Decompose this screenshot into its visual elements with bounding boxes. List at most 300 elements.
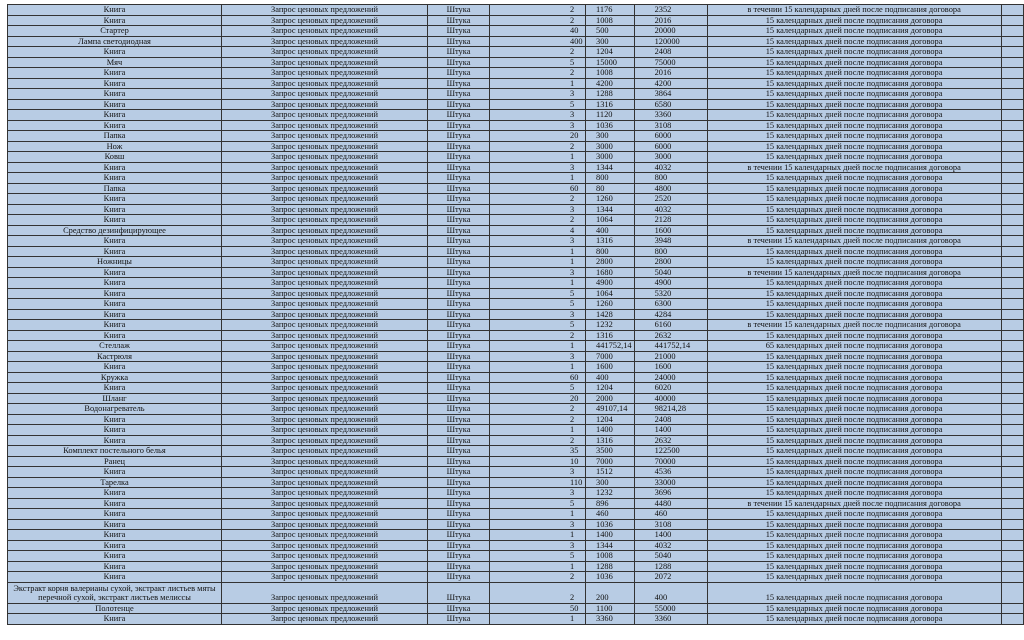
unit-cell[interactable]: Штука <box>428 498 490 509</box>
empty-cell[interactable] <box>1001 26 1023 37</box>
procedure-cell[interactable]: Запрос ценовых предложений <box>222 467 428 478</box>
unit-cell[interactable]: Штука <box>428 288 490 299</box>
unit-price-cell[interactable]: 1600 <box>586 362 635 373</box>
unit-price-cell[interactable]: 4200 <box>586 78 635 89</box>
procedure-cell[interactable]: Запрос ценовых предложений <box>222 383 428 394</box>
procedure-cell[interactable]: Запрос ценовых предложений <box>222 236 428 247</box>
procedure-cell[interactable]: Запрос ценовых предложений <box>222 498 428 509</box>
unit-price-cell[interactable]: 300 <box>586 131 635 142</box>
unit-price-cell[interactable]: 2800 <box>586 257 635 268</box>
delivery-term-cell[interactable]: 15 календарных дней после подписания договора <box>707 519 1001 530</box>
quantity-cell[interactable]: 1 <box>490 257 586 268</box>
unit-cell[interactable]: Штука <box>428 15 490 26</box>
empty-cell[interactable] <box>1001 183 1023 194</box>
quantity-cell[interactable]: 2 <box>490 582 586 603</box>
unit-price-cell[interactable]: 3500 <box>586 446 635 457</box>
delivery-term-cell[interactable]: 15 календарных дней после подписания договора <box>707 99 1001 110</box>
empty-cell[interactable] <box>1001 341 1023 352</box>
empty-cell[interactable] <box>1001 414 1023 425</box>
total-cell[interactable]: 55000 <box>634 603 707 614</box>
unit-cell[interactable]: Штука <box>428 446 490 457</box>
delivery-term-cell[interactable]: 15 календарных дней после подписания договора <box>707 68 1001 79</box>
quantity-cell[interactable]: 5 <box>490 498 586 509</box>
unit-cell[interactable]: Штука <box>428 456 490 467</box>
item-name-cell[interactable]: Лампа светодиодная <box>8 36 222 47</box>
item-name-cell[interactable]: Кружка <box>8 372 222 383</box>
delivery-term-cell[interactable]: 15 календарных дней после подписания договора <box>707 393 1001 404</box>
total-cell[interactable]: 2632 <box>634 330 707 341</box>
item-name-cell[interactable]: Книга <box>8 194 222 205</box>
unit-price-cell[interactable]: 1288 <box>586 561 635 572</box>
total-cell[interactable]: 1400 <box>634 425 707 436</box>
procedure-cell[interactable]: Запрос ценовых предложений <box>222 57 428 68</box>
unit-price-cell[interactable]: 1260 <box>586 194 635 205</box>
quantity-cell[interactable]: 3 <box>490 467 586 478</box>
quantity-cell[interactable]: 20 <box>490 131 586 142</box>
item-name-cell[interactable]: Комплект постельного белья <box>8 446 222 457</box>
procedure-cell[interactable]: Запрос ценовых предложений <box>222 288 428 299</box>
unit-price-cell[interactable]: 2000 <box>586 393 635 404</box>
unit-cell[interactable]: Штука <box>428 530 490 541</box>
quantity-cell[interactable]: 1 <box>490 509 586 520</box>
unit-cell[interactable]: Штука <box>428 225 490 236</box>
procedure-cell[interactable]: Запрос ценовых предложений <box>222 351 428 362</box>
total-cell[interactable]: 800 <box>634 246 707 257</box>
unit-cell[interactable]: Штука <box>428 603 490 614</box>
total-cell[interactable]: 4900 <box>634 278 707 289</box>
quantity-cell[interactable]: 3 <box>490 351 586 362</box>
unit-cell[interactable]: Штука <box>428 183 490 194</box>
delivery-term-cell[interactable]: 15 календарных дней после подписания договора <box>707 309 1001 320</box>
unit-cell[interactable]: Штука <box>428 120 490 131</box>
unit-cell[interactable]: Штука <box>428 582 490 603</box>
total-cell[interactable]: 2800 <box>634 257 707 268</box>
quantity-cell[interactable]: 2 <box>490 414 586 425</box>
total-cell[interactable]: 3360 <box>634 110 707 121</box>
procedure-cell[interactable]: Запрос ценовых предложений <box>222 488 428 499</box>
delivery-term-cell[interactable]: в течении 15 календарных дней после подписания договора <box>707 267 1001 278</box>
empty-cell[interactable] <box>1001 162 1023 173</box>
procedure-cell[interactable]: Запрос ценовых предложений <box>222 435 428 446</box>
empty-cell[interactable] <box>1001 57 1023 68</box>
procedure-cell[interactable]: Запрос ценовых предложений <box>222 173 428 184</box>
empty-cell[interactable] <box>1001 89 1023 100</box>
empty-cell[interactable] <box>1001 225 1023 236</box>
unit-price-cell[interactable]: 800 <box>586 246 635 257</box>
item-name-cell[interactable]: Папка <box>8 131 222 142</box>
quantity-cell[interactable]: 35 <box>490 446 586 457</box>
unit-price-cell[interactable]: 3000 <box>586 141 635 152</box>
delivery-term-cell[interactable]: в течении 15 календарных дней после подписания договора <box>707 5 1001 16</box>
item-name-cell[interactable]: Стеллаж <box>8 341 222 352</box>
total-cell[interactable]: 400 <box>634 582 707 603</box>
total-cell[interactable]: 2352 <box>634 5 707 16</box>
delivery-term-cell[interactable]: 15 календарных дней после подписания договора <box>707 246 1001 257</box>
unit-price-cell[interactable]: 200 <box>586 582 635 603</box>
procedure-cell[interactable]: Запрос ценовых предложений <box>222 47 428 58</box>
empty-cell[interactable] <box>1001 309 1023 320</box>
quantity-cell[interactable]: 50 <box>490 603 586 614</box>
procedure-cell[interactable]: Запрос ценовых предложений <box>222 519 428 530</box>
total-cell[interactable]: 4032 <box>634 204 707 215</box>
delivery-term-cell[interactable]: 15 календарных дней после подписания договора <box>707 141 1001 152</box>
delivery-term-cell[interactable]: 15 календарных дней после подписания договора <box>707 425 1001 436</box>
quantity-cell[interactable]: 2 <box>490 68 586 79</box>
delivery-term-cell[interactable]: 15 календарных дней после подписания договора <box>707 477 1001 488</box>
delivery-term-cell[interactable]: 15 календарных дней после подписания договора <box>707 446 1001 457</box>
procedure-cell[interactable]: Запрос ценовых предложений <box>222 446 428 457</box>
procedure-cell[interactable]: Запрос ценовых предложений <box>222 36 428 47</box>
unit-cell[interactable]: Штука <box>428 152 490 163</box>
procedure-cell[interactable]: Запрос ценовых предложений <box>222 561 428 572</box>
quantity-cell[interactable]: 110 <box>490 477 586 488</box>
unit-price-cell[interactable]: 1512 <box>586 467 635 478</box>
item-name-cell[interactable]: Книга <box>8 110 222 121</box>
delivery-term-cell[interactable]: 15 календарных дней после подписания договора <box>707 330 1001 341</box>
unit-price-cell[interactable]: 441752,14 <box>586 341 635 352</box>
procedure-cell[interactable]: Запрос ценовых предложений <box>222 89 428 100</box>
item-name-cell[interactable]: Книга <box>8 309 222 320</box>
unit-cell[interactable]: Штука <box>428 435 490 446</box>
unit-cell[interactable]: Штука <box>428 341 490 352</box>
quantity-cell[interactable]: 2 <box>490 330 586 341</box>
quantity-cell[interactable]: 10 <box>490 456 586 467</box>
empty-cell[interactable] <box>1001 299 1023 310</box>
unit-cell[interactable]: Штука <box>428 330 490 341</box>
item-name-cell[interactable]: Книга <box>8 435 222 446</box>
empty-cell[interactable] <box>1001 120 1023 131</box>
item-name-cell[interactable]: Книга <box>8 572 222 583</box>
delivery-term-cell[interactable]: 15 календарных дней после подписания договора <box>707 351 1001 362</box>
empty-cell[interactable] <box>1001 330 1023 341</box>
unit-price-cell[interactable]: 1204 <box>586 47 635 58</box>
total-cell[interactable]: 3864 <box>634 89 707 100</box>
unit-cell[interactable]: Штука <box>428 47 490 58</box>
procedure-cell[interactable]: Запрос ценовых предложений <box>222 341 428 352</box>
empty-cell[interactable] <box>1001 78 1023 89</box>
item-name-cell[interactable]: Книга <box>8 236 222 247</box>
total-cell[interactable]: 6020 <box>634 383 707 394</box>
unit-cell[interactable]: Штука <box>428 5 490 16</box>
delivery-term-cell[interactable]: 15 календарных дней после подписания договора <box>707 414 1001 425</box>
quantity-cell[interactable]: 3 <box>490 236 586 247</box>
procedure-cell[interactable]: Запрос ценовых предложений <box>222 614 428 625</box>
quantity-cell[interactable]: 1 <box>490 561 586 572</box>
total-cell[interactable]: 4284 <box>634 309 707 320</box>
unit-price-cell[interactable]: 1344 <box>586 162 635 173</box>
total-cell[interactable]: 6160 <box>634 320 707 331</box>
unit-cell[interactable]: Штука <box>428 215 490 226</box>
unit-price-cell[interactable]: 1064 <box>586 215 635 226</box>
unit-price-cell[interactable]: 1204 <box>586 383 635 394</box>
unit-cell[interactable]: Штука <box>428 551 490 562</box>
total-cell[interactable]: 3108 <box>634 120 707 131</box>
item-name-cell[interactable]: Книга <box>8 204 222 215</box>
total-cell[interactable]: 2016 <box>634 15 707 26</box>
procedure-cell[interactable]: Запрос ценовых предложений <box>222 404 428 415</box>
quantity-cell[interactable]: 40 <box>490 26 586 37</box>
delivery-term-cell[interactable]: 65 календарных дней после подписания договора <box>707 341 1001 352</box>
item-name-cell[interactable]: Полотенце <box>8 603 222 614</box>
quantity-cell[interactable]: 2 <box>490 435 586 446</box>
item-name-cell[interactable]: Мяч <box>8 57 222 68</box>
item-name-cell[interactable]: Книга <box>8 509 222 520</box>
item-name-cell[interactable]: Средство дезинфицирующее <box>8 225 222 236</box>
unit-price-cell[interactable]: 3360 <box>586 614 635 625</box>
empty-cell[interactable] <box>1001 540 1023 551</box>
delivery-term-cell[interactable]: 15 календарных дней после подписания договора <box>707 194 1001 205</box>
quantity-cell[interactable]: 3 <box>490 110 586 121</box>
delivery-term-cell[interactable]: 15 календарных дней после подписания договора <box>707 152 1001 163</box>
unit-cell[interactable]: Штука <box>428 204 490 215</box>
item-name-cell[interactable]: Книга <box>8 246 222 257</box>
quantity-cell[interactable]: 1 <box>490 341 586 352</box>
unit-price-cell[interactable]: 4900 <box>586 278 635 289</box>
procedure-cell[interactable]: Запрос ценовых предложений <box>222 582 428 603</box>
empty-cell[interactable] <box>1001 246 1023 257</box>
total-cell[interactable]: 122500 <box>634 446 707 457</box>
total-cell[interactable]: 24000 <box>634 372 707 383</box>
unit-price-cell[interactable]: 1232 <box>586 488 635 499</box>
total-cell[interactable]: 800 <box>634 173 707 184</box>
delivery-term-cell[interactable]: в течении 15 календарных дней после подписания договора <box>707 162 1001 173</box>
unit-price-cell[interactable]: 400 <box>586 225 635 236</box>
unit-price-cell[interactable]: 1036 <box>586 572 635 583</box>
delivery-term-cell[interactable]: 15 календарных дней после подписания договора <box>707 257 1001 268</box>
quantity-cell[interactable]: 1 <box>490 78 586 89</box>
unit-cell[interactable]: Штука <box>428 278 490 289</box>
procedure-cell[interactable]: Запрос ценовых предложений <box>222 162 428 173</box>
delivery-term-cell[interactable]: 15 календарных дней после подписания договора <box>707 47 1001 58</box>
empty-cell[interactable] <box>1001 519 1023 530</box>
procedure-cell[interactable]: Запрос ценовых предложений <box>222 572 428 583</box>
delivery-term-cell[interactable]: 15 календарных дней после подписания договора <box>707 404 1001 415</box>
unit-cell[interactable]: Штука <box>428 351 490 362</box>
item-name-cell[interactable]: Книга <box>8 414 222 425</box>
delivery-term-cell[interactable]: 15 календарных дней после подписания договора <box>707 551 1001 562</box>
delivery-term-cell[interactable]: в течении 15 календарных дней после подписания договора <box>707 498 1001 509</box>
unit-price-cell[interactable]: 1316 <box>586 330 635 341</box>
delivery-term-cell[interactable]: 15 календарных дней после подписания договора <box>707 225 1001 236</box>
procedure-cell[interactable]: Запрос ценовых предложений <box>222 78 428 89</box>
empty-cell[interactable] <box>1001 603 1023 614</box>
item-name-cell[interactable]: Книга <box>8 362 222 373</box>
procedure-cell[interactable]: Запрос ценовых предложений <box>222 530 428 541</box>
quantity-cell[interactable]: 2 <box>490 404 586 415</box>
unit-cell[interactable]: Штука <box>428 110 490 121</box>
item-name-cell[interactable]: Книга <box>8 299 222 310</box>
delivery-term-cell[interactable]: 15 календарных дней после подписания договора <box>707 278 1001 289</box>
delivery-term-cell[interactable]: 15 календарных дней после подписания договора <box>707 456 1001 467</box>
total-cell[interactable]: 3000 <box>634 152 707 163</box>
quantity-cell[interactable]: 400 <box>490 36 586 47</box>
unit-cell[interactable]: Штука <box>428 131 490 142</box>
empty-cell[interactable] <box>1001 572 1023 583</box>
unit-cell[interactable]: Штука <box>428 68 490 79</box>
procedure-cell[interactable]: Запрос ценовых предложений <box>222 15 428 26</box>
item-name-cell[interactable]: Книга <box>8 540 222 551</box>
item-name-cell[interactable]: Нож <box>8 141 222 152</box>
total-cell[interactable]: 1288 <box>634 561 707 572</box>
total-cell[interactable]: 33000 <box>634 477 707 488</box>
empty-cell[interactable] <box>1001 509 1023 520</box>
item-name-cell[interactable]: Водонагреватель <box>8 404 222 415</box>
unit-price-cell[interactable]: 3000 <box>586 152 635 163</box>
quantity-cell[interactable]: 2 <box>490 15 586 26</box>
item-name-cell[interactable]: Книга <box>8 99 222 110</box>
item-name-cell[interactable]: Тарелка <box>8 477 222 488</box>
empty-cell[interactable] <box>1001 530 1023 541</box>
total-cell[interactable]: 6000 <box>634 141 707 152</box>
unit-price-cell[interactable]: 500 <box>586 26 635 37</box>
quantity-cell[interactable]: 20 <box>490 393 586 404</box>
unit-cell[interactable]: Штука <box>428 404 490 415</box>
delivery-term-cell[interactable]: в течении 15 календарных дней после подписания договора <box>707 320 1001 331</box>
quantity-cell[interactable]: 2 <box>490 572 586 583</box>
quantity-cell[interactable]: 3 <box>490 162 586 173</box>
item-name-cell[interactable]: Книга <box>8 561 222 572</box>
total-cell[interactable]: 21000 <box>634 351 707 362</box>
delivery-term-cell[interactable]: 15 календарных дней после подписания договора <box>707 540 1001 551</box>
unit-cell[interactable]: Штука <box>428 57 490 68</box>
item-name-cell[interactable]: Книга <box>8 267 222 278</box>
quantity-cell[interactable]: 5 <box>490 57 586 68</box>
procedure-cell[interactable]: Запрос ценовых предложений <box>222 267 428 278</box>
item-name-cell[interactable]: Книга <box>8 519 222 530</box>
item-name-cell[interactable]: Книга <box>8 425 222 436</box>
unit-price-cell[interactable]: 1100 <box>586 603 635 614</box>
unit-cell[interactable]: Штука <box>428 372 490 383</box>
total-cell[interactable]: 120000 <box>634 36 707 47</box>
unit-price-cell[interactable]: 1036 <box>586 120 635 131</box>
quantity-cell[interactable]: 5 <box>490 551 586 562</box>
procedure-cell[interactable]: Запрос ценовых предложений <box>222 299 428 310</box>
delivery-term-cell[interactable]: 15 календарных дней после подписания договора <box>707 362 1001 373</box>
total-cell[interactable]: 3360 <box>634 614 707 625</box>
total-cell[interactable]: 460 <box>634 509 707 520</box>
unit-price-cell[interactable]: 80 <box>586 183 635 194</box>
unit-price-cell[interactable]: 1008 <box>586 68 635 79</box>
procedure-cell[interactable]: Запрос ценовых предложений <box>222 5 428 16</box>
empty-cell[interactable] <box>1001 68 1023 79</box>
unit-cell[interactable]: Штука <box>428 393 490 404</box>
unit-cell[interactable]: Штука <box>428 267 490 278</box>
item-name-cell[interactable]: Книга <box>8 288 222 299</box>
unit-cell[interactable]: Штука <box>428 614 490 625</box>
total-cell[interactable]: 2072 <box>634 572 707 583</box>
unit-price-cell[interactable]: 400 <box>586 372 635 383</box>
empty-cell[interactable] <box>1001 425 1023 436</box>
procedure-cell[interactable]: Запрос ценовых предложений <box>222 456 428 467</box>
unit-cell[interactable]: Штука <box>428 309 490 320</box>
quantity-cell[interactable]: 3 <box>490 267 586 278</box>
quantity-cell[interactable]: 3 <box>490 519 586 530</box>
unit-cell[interactable]: Штука <box>428 78 490 89</box>
unit-price-cell[interactable]: 300 <box>586 36 635 47</box>
empty-cell[interactable] <box>1001 320 1023 331</box>
delivery-term-cell[interactable]: 15 календарных дней после подписания договора <box>707 467 1001 478</box>
procedure-cell[interactable]: Запрос ценовых предложений <box>222 141 428 152</box>
item-name-cell[interactable]: Папка <box>8 183 222 194</box>
empty-cell[interactable] <box>1001 47 1023 58</box>
unit-cell[interactable]: Штука <box>428 141 490 152</box>
procedure-cell[interactable]: Запрос ценовых предложений <box>222 362 428 373</box>
delivery-term-cell[interactable]: 15 календарных дней после подписания договора <box>707 173 1001 184</box>
total-cell[interactable]: 2408 <box>634 414 707 425</box>
item-name-cell[interactable]: Книга <box>8 68 222 79</box>
unit-price-cell[interactable]: 1400 <box>586 425 635 436</box>
empty-cell[interactable] <box>1001 278 1023 289</box>
empty-cell[interactable] <box>1001 404 1023 415</box>
quantity-cell[interactable]: 2 <box>490 141 586 152</box>
delivery-term-cell[interactable]: 15 календарных дней после подписания договора <box>707 57 1001 68</box>
unit-price-cell[interactable]: 7000 <box>586 351 635 362</box>
unit-cell[interactable]: Штука <box>428 509 490 520</box>
delivery-term-cell[interactable]: 15 календарных дней после подписания договора <box>707 572 1001 583</box>
unit-price-cell[interactable]: 15000 <box>586 57 635 68</box>
quantity-cell[interactable]: 5 <box>490 299 586 310</box>
procedure-cell[interactable]: Запрос ценовых предложений <box>222 26 428 37</box>
unit-cell[interactable]: Штука <box>428 162 490 173</box>
procedure-cell[interactable]: Запрос ценовых предложений <box>222 425 428 436</box>
total-cell[interactable]: 2408 <box>634 47 707 58</box>
item-name-cell[interactable]: Книга <box>8 530 222 541</box>
delivery-term-cell[interactable]: в течении 15 календарных дней после подписания договора <box>707 236 1001 247</box>
unit-price-cell[interactable]: 1176 <box>586 5 635 16</box>
unit-cell[interactable]: Штука <box>428 488 490 499</box>
procedure-cell[interactable]: Запрос ценовых предложений <box>222 278 428 289</box>
item-name-cell[interactable]: Кастрюля <box>8 351 222 362</box>
empty-cell[interactable] <box>1001 173 1023 184</box>
empty-cell[interactable] <box>1001 488 1023 499</box>
unit-cell[interactable]: Штука <box>428 99 490 110</box>
total-cell[interactable]: 40000 <box>634 393 707 404</box>
delivery-term-cell[interactable]: 15 календарных дней после подписания договора <box>707 530 1001 541</box>
procedure-cell[interactable]: Запрос ценовых предложений <box>222 603 428 614</box>
empty-cell[interactable] <box>1001 141 1023 152</box>
unit-price-cell[interactable]: 1120 <box>586 110 635 121</box>
empty-cell[interactable] <box>1001 362 1023 373</box>
procedure-cell[interactable]: Запрос ценовых предложений <box>222 540 428 551</box>
total-cell[interactable]: 70000 <box>634 456 707 467</box>
item-name-cell[interactable]: Книга <box>8 15 222 26</box>
delivery-term-cell[interactable]: 15 календарных дней после подписания договора <box>707 36 1001 47</box>
procedure-cell[interactable]: Запрос ценовых предложений <box>222 215 428 226</box>
unit-price-cell[interactable]: 1680 <box>586 267 635 278</box>
unit-cell[interactable]: Штука <box>428 540 490 551</box>
empty-cell[interactable] <box>1001 477 1023 488</box>
item-name-cell[interactable]: Книга <box>8 215 222 226</box>
empty-cell[interactable] <box>1001 446 1023 457</box>
item-name-cell[interactable]: Книга <box>8 278 222 289</box>
empty-cell[interactable] <box>1001 435 1023 446</box>
quantity-cell[interactable]: 2 <box>490 194 586 205</box>
total-cell[interactable]: 1400 <box>634 530 707 541</box>
unit-cell[interactable]: Штука <box>428 572 490 583</box>
unit-cell[interactable]: Штука <box>428 26 490 37</box>
quantity-cell[interactable]: 5 <box>490 320 586 331</box>
item-name-cell[interactable]: Стартер <box>8 26 222 37</box>
unit-price-cell[interactable]: 1008 <box>586 551 635 562</box>
unit-price-cell[interactable]: 1204 <box>586 414 635 425</box>
delivery-term-cell[interactable]: 15 календарных дней после подписания договора <box>707 89 1001 100</box>
delivery-term-cell[interactable]: 15 календарных дней после подписания договора <box>707 614 1001 625</box>
unit-price-cell[interactable]: 1288 <box>586 89 635 100</box>
delivery-term-cell[interactable]: 15 календарных дней после подписания договора <box>707 183 1001 194</box>
total-cell[interactable]: 1600 <box>634 225 707 236</box>
total-cell[interactable]: 3108 <box>634 519 707 530</box>
unit-price-cell[interactable]: 1344 <box>586 204 635 215</box>
